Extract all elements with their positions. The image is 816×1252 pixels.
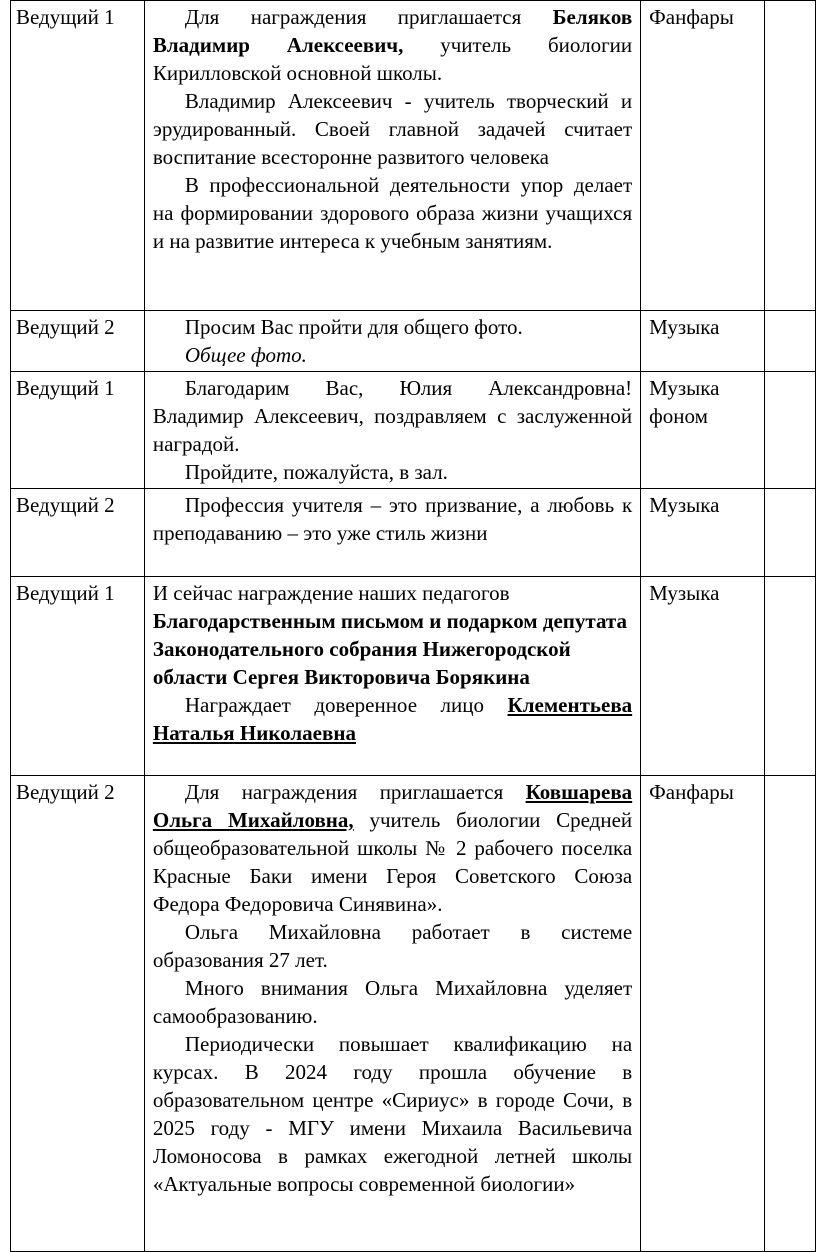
paragraph bbox=[153, 579, 632, 691]
empty-cell bbox=[765, 577, 816, 776]
award-description: Благодарственным письмом и подарком депутата Законодательного собрания Нижегородской области Сергея Викторовича Борякина bbox=[152, 609, 627, 689]
text-cell bbox=[144, 776, 640, 1252]
paragraph: Пройдите, пожалуйста, в зал. bbox=[184, 460, 448, 484]
stage-direction: Общее фото. bbox=[184, 343, 307, 367]
cue-cell: Музыка bbox=[641, 311, 765, 372]
paragraph bbox=[153, 691, 632, 747]
honoree-name: Беляков Владимир Алексеевич, bbox=[152, 5, 633, 57]
presenter-name: Клементьева Наталья Николаевна bbox=[152, 693, 633, 745]
paragraph: Профессия учителя – это призвание, а любовь к преподаванию – это уже стиль жизни bbox=[152, 493, 633, 545]
table-row bbox=[11, 776, 816, 1252]
paragraph: Периодически повышает квалификацию на курсах. В 2024 году прошла обучение в образовательном центре «Сириус» в городе Сочи, в 2025 году - МГУ имени Михаила Васильевича Ломоносова в рамках ежегодной летней школы «Актуальные вопросы современной биологии» bbox=[152, 1032, 633, 1196]
paragraph: Владимир Алексеевич - учитель творческий и эрудированный. Своей главной задачей считает воспитание всесторонне развитого человека bbox=[152, 89, 633, 169]
cue-cell: Фанфары bbox=[641, 1, 765, 311]
speaker-cell: Ведущий 2 bbox=[11, 311, 145, 372]
text-fragment: учитель биологии Средней общеобразовательной школы № 2 рабочего поселка Красные Баки имени Героя Советского Союза Федора Федоровича Синявина». bbox=[152, 808, 633, 916]
text-fragment: И сейчас награждение наших педагогов bbox=[152, 581, 510, 605]
speaker-cell: Ведущий 2 bbox=[11, 776, 145, 1252]
text-cell bbox=[144, 577, 640, 776]
empty-cell bbox=[765, 489, 816, 577]
empty-cell bbox=[765, 372, 816, 489]
text-fragment: Для награждения приглашается bbox=[184, 780, 526, 804]
paragraph bbox=[153, 3, 632, 87]
speaker-cell: Ведущий 2 bbox=[11, 489, 145, 577]
empty-cell bbox=[765, 776, 816, 1252]
cue-cell: Фанфары bbox=[641, 776, 765, 1252]
table-row bbox=[11, 489, 816, 577]
text-cell bbox=[144, 1, 640, 311]
paragraph: Много внимания Ольга Михайловна уделяет самообразованию. bbox=[152, 976, 633, 1028]
paragraph bbox=[153, 778, 632, 918]
paragraph: В профессиональной деятельности упор делает на формировании здорового образа жизни учащихся и на развитие интереса к учебным занятиям. bbox=[152, 173, 633, 253]
paragraph: Ольга Михайловна работает в системе образования 27 лет. bbox=[152, 920, 633, 972]
text-fragment: Для награждения приглашается bbox=[184, 5, 553, 29]
table-row bbox=[11, 372, 816, 489]
text-fragment: Награждает доверенное лицо bbox=[184, 693, 508, 717]
honoree-name: Ковшарева Ольга Михайловна, bbox=[152, 780, 633, 832]
empty-cell bbox=[765, 311, 816, 372]
table-row bbox=[11, 311, 816, 372]
text-fragment: учитель биологии Кирилловской основной школы. bbox=[152, 33, 633, 85]
table-row bbox=[11, 577, 816, 776]
table-row bbox=[11, 1, 816, 311]
text-cell bbox=[144, 311, 640, 372]
empty-cell bbox=[765, 1, 816, 311]
cue-cell: Музыка bbox=[641, 489, 765, 577]
speaker-cell: Ведущий 1 bbox=[11, 1, 145, 311]
cue-cell: Музыка bbox=[641, 577, 765, 776]
paragraph: Просим Вас пройти для общего фото. bbox=[184, 315, 523, 339]
speaker-cell: Ведущий 1 bbox=[11, 372, 145, 489]
script-table bbox=[10, 0, 816, 1252]
cue-cell: Музыка фоном bbox=[641, 372, 765, 489]
speaker-cell: Ведущий 1 bbox=[11, 577, 145, 776]
text-cell bbox=[144, 372, 640, 489]
text-cell bbox=[144, 489, 640, 577]
paragraph: Благодарим Вас, Юлия Александровна! Владимир Алексеевич, поздравляем с заслуженной наградой. bbox=[152, 376, 633, 456]
